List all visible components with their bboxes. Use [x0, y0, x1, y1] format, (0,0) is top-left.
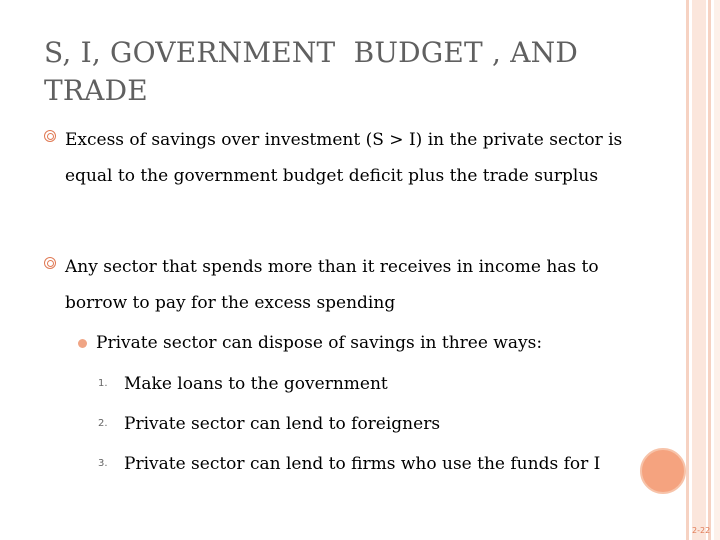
- bullet-item: [44, 249, 644, 321]
- item-number: 2.: [98, 418, 108, 429]
- sub-bullet-text: Private sector can dispose of savings in three ways:: [96, 333, 543, 353]
- page-number: 2-22: [692, 526, 711, 535]
- numbered-item: [98, 444, 618, 484]
- numbered-item: [98, 404, 658, 444]
- item-text: Private sector can lend to firms who use the funds for I: [124, 454, 601, 474]
- decor-stripe: [686, 0, 689, 540]
- item-text: Make loans to the government: [124, 374, 388, 394]
- bullet-text: Any sector that spends more than it receives in income has to borrow to pay for the excess spending: [65, 257, 599, 313]
- sub-bullet-item: [78, 328, 638, 358]
- decor-stripe: [714, 0, 720, 540]
- item-number: 1.: [98, 378, 108, 389]
- circle-bullet-icon: [44, 130, 56, 142]
- item-text: Private sector can lend to foreigners: [124, 414, 441, 434]
- item-number: 3.: [98, 458, 108, 469]
- decor-stripe: [692, 0, 706, 540]
- numbered-item: [98, 364, 658, 404]
- bullet-text: Excess of savings over investment (S > I) in the private sector is equal to the government budget deficit plus the trade surplus: [65, 130, 623, 186]
- circle-bullet-icon: [44, 257, 56, 269]
- bullet-item: [44, 122, 644, 194]
- slide-title: S, I, GOVERNMENT BUDGET , AND TRADE: [44, 36, 588, 107]
- decor-stripe: [708, 0, 711, 540]
- decor-circle: [640, 448, 686, 494]
- dot-bullet-icon: [78, 339, 87, 348]
